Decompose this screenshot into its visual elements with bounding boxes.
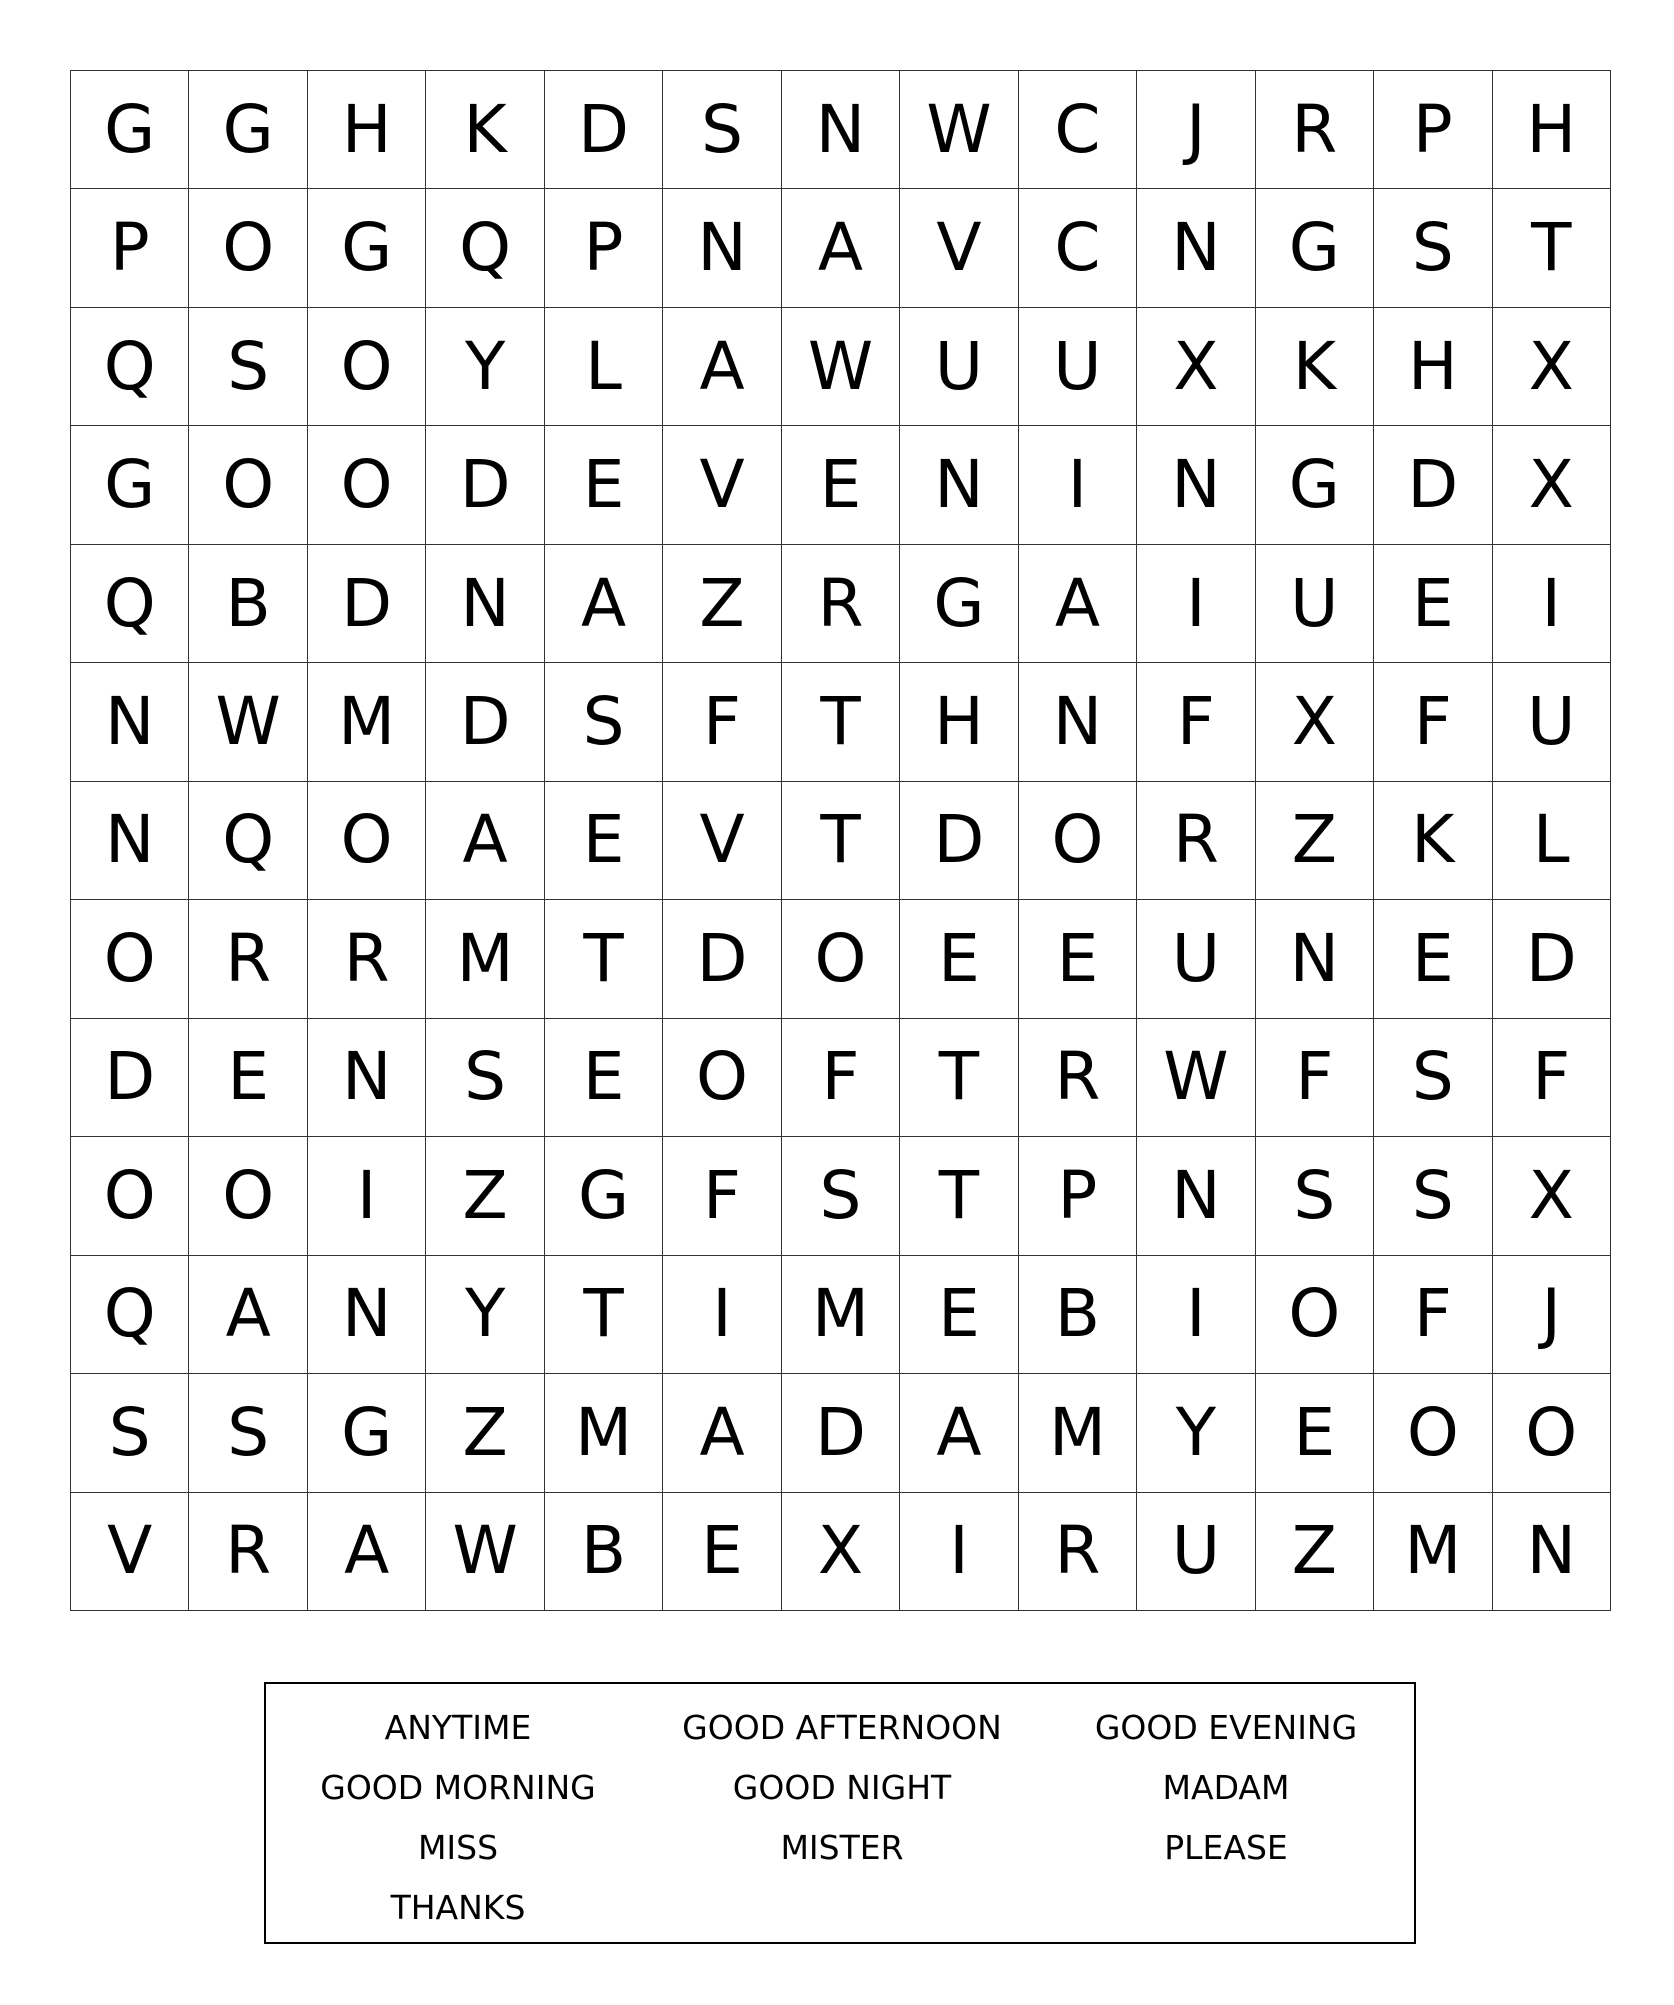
letter-cell[interactable]: W <box>1137 1019 1255 1137</box>
letter-cell[interactable]: P <box>71 189 189 307</box>
letter-cell[interactable]: G <box>71 426 189 544</box>
letter-cell[interactable]: E <box>545 1019 663 1137</box>
letter-cell[interactable]: N <box>71 663 189 781</box>
letter-cell[interactable]: S <box>426 1019 544 1137</box>
letter-cell[interactable]: T <box>1493 189 1611 307</box>
letter-cell[interactable]: N <box>1137 426 1255 544</box>
letter-cell[interactable]: Q <box>71 1256 189 1374</box>
letter-cell[interactable]: O <box>308 308 426 426</box>
letter-cell[interactable]: H <box>308 71 426 189</box>
letter-cell[interactable]: R <box>1019 1019 1137 1137</box>
letter-cell[interactable]: S <box>71 1374 189 1492</box>
letter-cell[interactable]: V <box>900 189 1018 307</box>
letter-cell[interactable]: C <box>1019 189 1137 307</box>
letter-cell[interactable]: U <box>1019 308 1137 426</box>
letter-cell[interactable]: G <box>545 1137 663 1255</box>
letter-cell[interactable]: D <box>545 71 663 189</box>
letter-cell[interactable]: M <box>426 900 544 1018</box>
letter-cell[interactable]: S <box>663 71 781 189</box>
letter-cell[interactable]: G <box>1256 189 1374 307</box>
letter-cell[interactable]: E <box>663 1493 781 1611</box>
letter-cell[interactable]: X <box>1256 663 1374 781</box>
letter-cell[interactable]: F <box>1493 1019 1611 1137</box>
letter-cell[interactable]: P <box>1019 1137 1137 1255</box>
letter-cell[interactable]: G <box>189 71 307 189</box>
letter-cell[interactable]: A <box>900 1374 1018 1492</box>
letter-cell[interactable]: B <box>189 545 307 663</box>
letter-cell[interactable]: O <box>71 1137 189 1255</box>
letter-cell[interactable]: X <box>1493 426 1611 544</box>
letter-cell[interactable]: O <box>663 1019 781 1137</box>
letter-cell[interactable]: I <box>900 1493 1018 1611</box>
letter-cell[interactable]: G <box>308 189 426 307</box>
letter-cell[interactable]: V <box>71 1493 189 1611</box>
letter-cell[interactable]: O <box>782 900 900 1018</box>
letter-cell[interactable]: M <box>782 1256 900 1374</box>
letter-cell[interactable]: G <box>71 71 189 189</box>
letter-cell[interactable]: L <box>545 308 663 426</box>
letter-cell[interactable]: J <box>1493 1256 1611 1374</box>
letter-cell[interactable]: R <box>189 900 307 1018</box>
letter-cell[interactable]: A <box>1019 545 1137 663</box>
letter-cell[interactable]: O <box>1374 1374 1492 1492</box>
letter-cell[interactable]: B <box>1019 1256 1137 1374</box>
letter-cell[interactable]: D <box>308 545 426 663</box>
word-bank-item: GOOD EVENING <box>1094 1708 1358 1747</box>
letter-cell[interactable]: E <box>900 900 1018 1018</box>
letter-cell[interactable]: F <box>782 1019 900 1137</box>
letter-cell[interactable]: M <box>308 663 426 781</box>
letter-cell[interactable]: I <box>1137 545 1255 663</box>
letter-cell[interactable]: F <box>1374 663 1492 781</box>
letter-cell[interactable]: N <box>426 545 544 663</box>
letter-cell[interactable]: Q <box>71 308 189 426</box>
letter-cell[interactable]: N <box>308 1019 426 1137</box>
letter-cell[interactable]: S <box>545 663 663 781</box>
letter-cell[interactable]: H <box>1374 308 1492 426</box>
letter-cell[interactable]: N <box>1256 900 1374 1018</box>
letter-cell[interactable]: D <box>900 782 1018 900</box>
word-bank-item: THANKS <box>390 1888 526 1927</box>
letter-cell[interactable]: Y <box>426 308 544 426</box>
word-bank-item: PLEASE <box>1164 1828 1288 1867</box>
word-bank-item: GOOD MORNING <box>320 1768 596 1807</box>
letter-cell[interactable]: U <box>1137 900 1255 1018</box>
letter-cell[interactable]: K <box>1374 782 1492 900</box>
letter-cell[interactable]: T <box>545 900 663 1018</box>
letter-cell[interactable]: A <box>663 1374 781 1492</box>
word-bank <box>264 1682 1416 1944</box>
word-bank-item: MISS <box>417 1828 499 1867</box>
letter-cell[interactable]: O <box>308 426 426 544</box>
letter-cell[interactable]: S <box>189 308 307 426</box>
word-search-grid <box>70 70 1611 1611</box>
letter-cell[interactable]: E <box>782 426 900 544</box>
letter-cell[interactable]: Z <box>1256 1493 1374 1611</box>
letter-cell[interactable]: T <box>782 663 900 781</box>
letter-cell[interactable]: D <box>782 1374 900 1492</box>
letter-cell[interactable]: T <box>900 1019 1018 1137</box>
letter-cell[interactable]: O <box>1256 1256 1374 1374</box>
letter-cell[interactable]: G <box>308 1374 426 1492</box>
letter-cell[interactable]: F <box>663 663 781 781</box>
letter-cell[interactable]: U <box>900 308 1018 426</box>
letter-cell[interactable]: E <box>545 782 663 900</box>
letter-cell[interactable]: N <box>663 189 781 307</box>
letter-cell[interactable]: U <box>1137 1493 1255 1611</box>
letter-cell[interactable]: O <box>189 189 307 307</box>
letter-cell[interactable]: R <box>782 545 900 663</box>
letter-cell[interactable]: D <box>663 900 781 1018</box>
letter-cell[interactable]: M <box>545 1374 663 1492</box>
letter-cell[interactable]: K <box>426 71 544 189</box>
letter-cell[interactable]: X <box>782 1493 900 1611</box>
letter-cell[interactable]: N <box>71 782 189 900</box>
letter-cell[interactable]: F <box>1374 1256 1492 1374</box>
letter-cell[interactable]: I <box>1019 426 1137 544</box>
letter-cell[interactable]: T <box>782 782 900 900</box>
letter-cell[interactable]: A <box>426 782 544 900</box>
letter-cell[interactable]: N <box>1493 1493 1611 1611</box>
letter-cell[interactable]: E <box>1374 900 1492 1018</box>
letter-cell[interactable]: A <box>545 545 663 663</box>
letter-cell[interactable]: M <box>1374 1493 1492 1611</box>
letter-cell[interactable]: Y <box>426 1256 544 1374</box>
word-bank-item: MISTER <box>780 1828 904 1867</box>
letter-cell[interactable]: A <box>308 1493 426 1611</box>
letter-cell[interactable]: I <box>663 1256 781 1374</box>
letter-cell[interactable]: T <box>900 1137 1018 1255</box>
letter-cell[interactable]: U <box>1493 663 1611 781</box>
letter-cell[interactable]: Q <box>189 782 307 900</box>
letter-cell[interactable]: B <box>545 1493 663 1611</box>
letter-cell[interactable]: W <box>782 308 900 426</box>
letter-cell[interactable]: I <box>1493 545 1611 663</box>
word-bank-item: MADAM <box>1162 1768 1290 1807</box>
letter-cell[interactable]: R <box>189 1493 307 1611</box>
letter-cell[interactable]: E <box>1019 900 1137 1018</box>
letter-cell[interactable]: S <box>1374 1137 1492 1255</box>
letter-cell[interactable]: P <box>1374 71 1492 189</box>
letter-cell[interactable]: O <box>71 900 189 1018</box>
word-bank-item: GOOD AFTERNOON <box>682 1708 1002 1747</box>
letter-cell[interactable]: E <box>900 1256 1018 1374</box>
letter-cell[interactable]: S <box>782 1137 900 1255</box>
letter-cell[interactable]: D <box>426 426 544 544</box>
letter-cell[interactable]: A <box>782 189 900 307</box>
letter-cell[interactable]: V <box>663 782 781 900</box>
letter-cell[interactable]: E <box>1256 1374 1374 1492</box>
letter-cell[interactable]: J <box>1137 71 1255 189</box>
letter-cell[interactable]: O <box>189 1137 307 1255</box>
letter-cell[interactable]: O <box>308 782 426 900</box>
letter-cell[interactable]: R <box>1137 782 1255 900</box>
letter-cell[interactable]: Q <box>71 545 189 663</box>
letter-cell[interactable]: V <box>663 426 781 544</box>
letter-cell[interactable]: E <box>1374 545 1492 663</box>
letter-cell[interactable]: S <box>1256 1137 1374 1255</box>
letter-cell[interactable]: X <box>1137 308 1255 426</box>
letter-cell[interactable]: R <box>1019 1493 1137 1611</box>
letter-cell[interactable]: C <box>1019 71 1137 189</box>
letter-cell[interactable]: F <box>663 1137 781 1255</box>
letter-cell[interactable]: R <box>308 900 426 1018</box>
letter-cell[interactable]: D <box>71 1019 189 1137</box>
letter-cell[interactable]: N <box>1019 663 1137 781</box>
letter-cell[interactable]: E <box>545 426 663 544</box>
word-bank-item: ANYTIME <box>384 1708 532 1747</box>
letter-cell[interactable]: D <box>426 663 544 781</box>
letter-cell[interactable]: U <box>1256 545 1374 663</box>
letter-cell[interactable]: G <box>1256 426 1374 544</box>
letter-cell[interactable]: W <box>189 663 307 781</box>
letter-cell[interactable]: S <box>1374 1019 1492 1137</box>
letter-cell[interactable]: N <box>782 71 900 189</box>
letter-cell[interactable]: X <box>1493 1137 1611 1255</box>
letter-cell[interactable]: N <box>1137 1137 1255 1255</box>
letter-cell[interactable]: Q <box>426 189 544 307</box>
letter-cell[interactable]: X <box>1493 308 1611 426</box>
letter-cell[interactable]: A <box>663 308 781 426</box>
letter-cell[interactable]: E <box>189 1019 307 1137</box>
letter-cell[interactable]: N <box>308 1256 426 1374</box>
letter-cell[interactable]: S <box>1374 189 1492 307</box>
letter-cell[interactable]: N <box>900 426 1018 544</box>
letter-cell[interactable]: H <box>900 663 1018 781</box>
letter-cell[interactable]: Z <box>426 1137 544 1255</box>
letter-cell[interactable]: O <box>1019 782 1137 900</box>
letter-cell[interactable]: F <box>1137 663 1255 781</box>
letter-cell[interactable]: Z <box>426 1374 544 1492</box>
letter-cell[interactable]: Y <box>1137 1374 1255 1492</box>
letter-cell[interactable]: O <box>1493 1374 1611 1492</box>
letter-cell[interactable]: D <box>1374 426 1492 544</box>
letter-cell[interactable]: W <box>426 1493 544 1611</box>
letter-cell[interactable]: N <box>1137 189 1255 307</box>
letter-cell[interactable]: F <box>1256 1019 1374 1137</box>
letter-cell[interactable]: G <box>900 545 1018 663</box>
letter-cell[interactable]: I <box>1137 1256 1255 1374</box>
word-bank-item: GOOD NIGHT <box>732 1768 952 1807</box>
letter-cell[interactable]: L <box>1493 782 1611 900</box>
letter-cell[interactable]: Z <box>1256 782 1374 900</box>
letter-cell[interactable]: O <box>189 426 307 544</box>
letter-cell[interactable]: S <box>189 1374 307 1492</box>
letter-cell[interactable]: T <box>545 1256 663 1374</box>
letter-cell[interactable]: P <box>545 189 663 307</box>
letter-cell[interactable]: A <box>189 1256 307 1374</box>
letter-cell[interactable]: D <box>1493 900 1611 1018</box>
letter-cell[interactable]: Z <box>663 545 781 663</box>
letter-cell[interactable]: W <box>900 71 1018 189</box>
letter-cell[interactable]: K <box>1256 308 1374 426</box>
letter-cell[interactable]: I <box>308 1137 426 1255</box>
letter-cell[interactable]: R <box>1256 71 1374 189</box>
letter-cell[interactable]: H <box>1493 71 1611 189</box>
letter-cell[interactable]: M <box>1019 1374 1137 1492</box>
